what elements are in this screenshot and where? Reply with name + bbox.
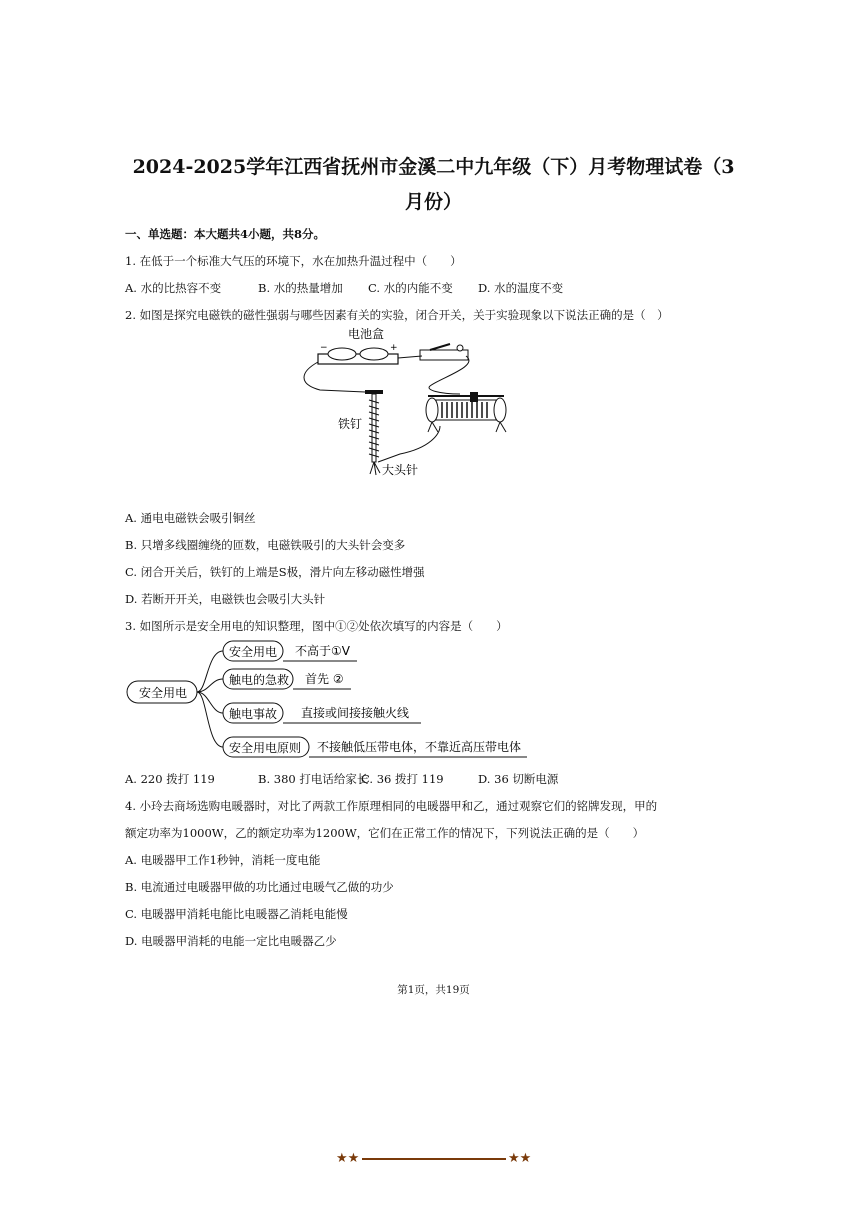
q3-stem: 3. 如图所示是安全用电的知识整理，图中①②处依次填写的内容是（ ） [125, 619, 508, 633]
map-branch-3-label: 触电事故 [229, 707, 278, 721]
switch-terminal [457, 345, 463, 351]
title-line-2: 月份） [404, 191, 462, 213]
q4-option-d: D. 电暖器甲消耗的电能一定比电暖器乙少 [125, 934, 337, 948]
q1-stem: 1. 在低于一个标准大气压的环境下，水在加热升温过程中（ ） [125, 254, 462, 268]
rheostat-slider [470, 392, 478, 402]
q1-option-c: C. 水的内能不变 [368, 281, 453, 295]
map-branch-2-text: 首先 ② [305, 672, 344, 686]
page-number: 第1页，共19页 [397, 984, 470, 996]
battery-minus-sign: − [320, 343, 328, 353]
wire-nail-to-rheostat [378, 426, 440, 462]
battery-cell-1 [328, 348, 356, 360]
q1-option-a: A. 水的比热容不变 [125, 281, 222, 295]
left-stars-icon: ★★ [336, 1151, 360, 1166]
q2-option-b: B. 只增多线圈缠绕的匝数，电磁铁吸引的大头针会变多 [125, 538, 406, 552]
q1-option-b: B. 水的热量增加 [258, 281, 343, 295]
pins [370, 462, 380, 475]
q3-option-c: C. 36 拨打 119 [361, 772, 444, 786]
right-stars-icon: ★★ [508, 1151, 532, 1166]
map-branch-4-text: 不接触低压带电体，不靠近高压带电体 [317, 740, 522, 754]
q2-option-d: D. 若断开开关，电磁铁也会吸引大头针 [125, 592, 326, 606]
q2-option-a: A. 通电电磁铁会吸引铜丝 [125, 511, 256, 525]
switch-base [420, 350, 468, 360]
wire-battery-to-switch [398, 356, 422, 358]
map-branch-4-label: 安全用电原则 [229, 741, 302, 755]
pin-label: 大头针 [382, 463, 419, 477]
q1-option-d: D. 水的温度不变 [478, 281, 564, 295]
q3-option-d: D. 36 切断电源 [478, 772, 559, 786]
map-connector-4 [197, 692, 223, 747]
q3-option-a: A. 220 拨打 119 [125, 772, 215, 786]
map-branch-2-label: 触电的急救 [229, 673, 290, 687]
wire-switch-to-rheostat [429, 356, 469, 394]
battery-box-label: 电池盒 [348, 327, 385, 341]
paper-title [100, 150, 767, 220]
q3-option-b: B. 380 打电话给家长 [258, 772, 369, 786]
q2-stem: 2. 如图是探究电磁铁的磁性强弱与哪些因素有关的实验，闭合开关，关于实验现象以下说法正确的是（ ） [125, 308, 669, 322]
battery-cell-2 [360, 348, 388, 360]
rheostat-left-end [426, 398, 438, 422]
rheostat-right-end [494, 398, 506, 422]
nail-head [365, 390, 383, 394]
wire-battery-to-nail [304, 362, 365, 392]
footer-decoration [336, 1150, 532, 1168]
map-root-label: 安全用电 [139, 686, 188, 700]
electromagnet-circuit-figure [290, 322, 530, 482]
q4-option-b: B. 电流通过电暖器甲做的功比通过电暖气乙做的功少 [125, 880, 394, 894]
iron-nail-label: 铁钉 [338, 417, 363, 431]
battery-plus-sign: + [390, 343, 398, 353]
title-line-1: 2024-2025学年江西省抚州市金溪二中九年级（下）月考物理试卷（3 [132, 156, 735, 178]
q4-option-c: C. 电暖器甲消耗电能比电暖器乙消耗电能慢 [125, 907, 348, 921]
q4-stem-line-2: 额定功率为1000W，乙的额定功率为1200W，它们在正常工作的情况下，下列说法正确的是（ ） [125, 826, 645, 840]
switch-lever [430, 344, 450, 350]
map-branch-1-text: 不高于①V [295, 644, 350, 658]
q2-option-c: C. 闭合开关后，铁钉的上端是S极，滑片向左移动磁性增强 [125, 565, 425, 579]
iron-nail [372, 394, 376, 462]
safety-mind-map [125, 636, 545, 764]
section-heading: 一、单选题：本大题共4小题，共8分。 [125, 227, 326, 241]
map-branch-3-text: 直接或间接接触火线 [301, 706, 410, 720]
decoration-line [362, 1158, 506, 1160]
q4-stem-line-1: 4. 小玲去商场选购电暖器时，对比了两款工作原理相同的电暖器甲和乙，通过观察它们的铭牌发现，甲的 [125, 799, 658, 813]
map-branch-1-label: 安全用电 [229, 645, 278, 659]
q4-option-a: A. 电暖器甲工作1秒钟，消耗一度电能 [125, 853, 321, 867]
